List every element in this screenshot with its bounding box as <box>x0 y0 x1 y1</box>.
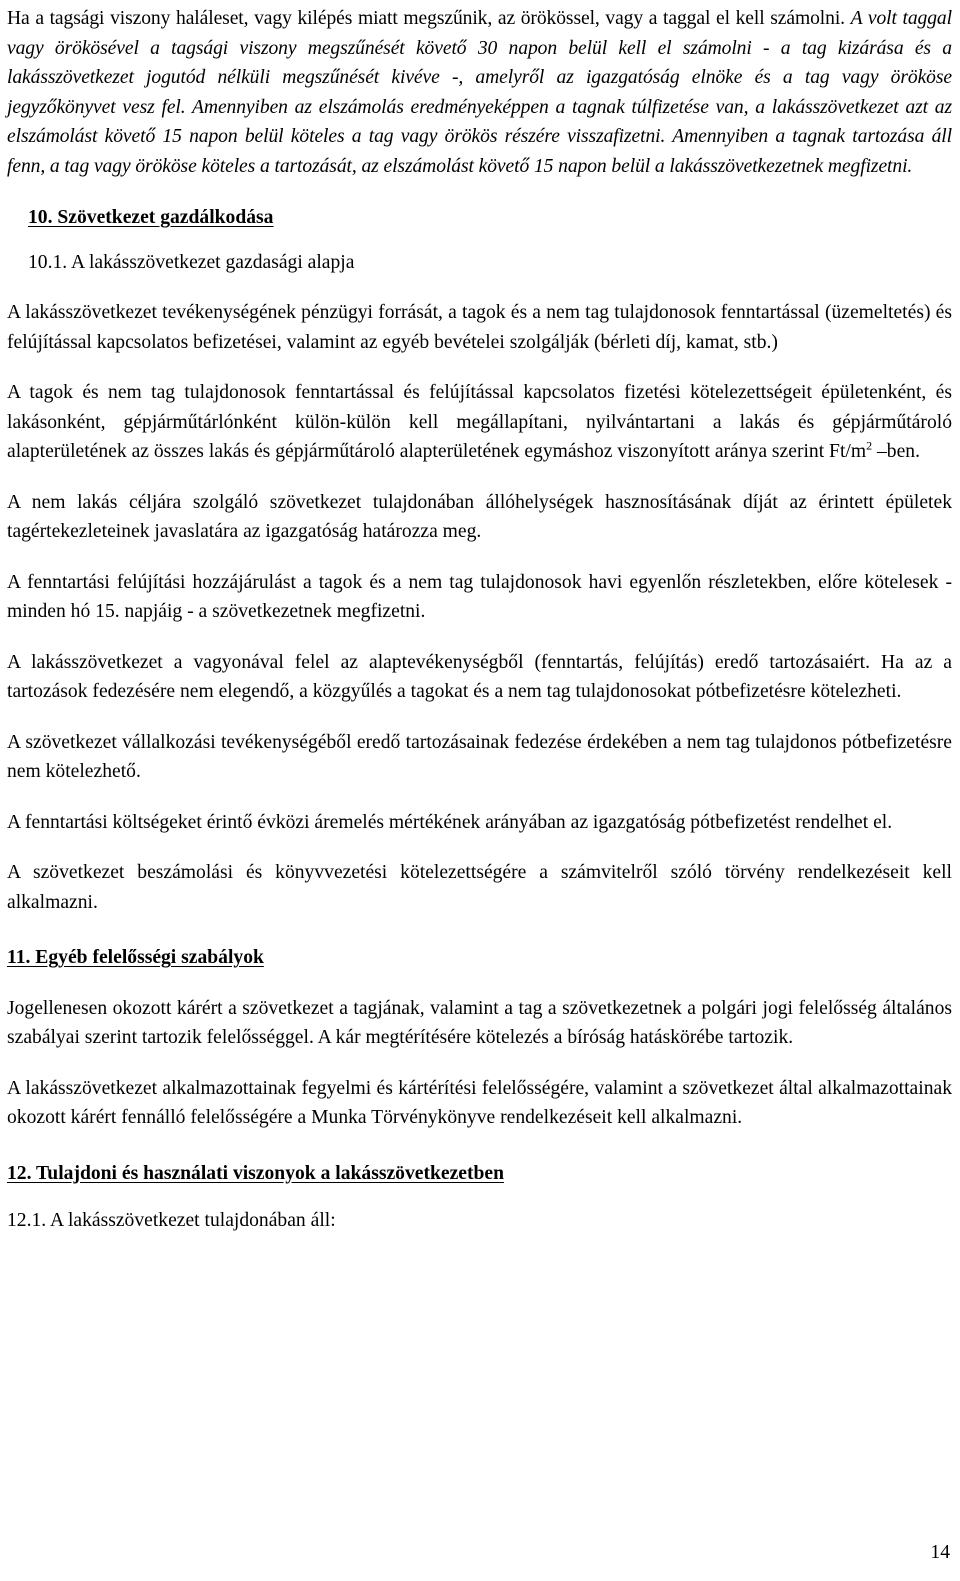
paragraph-11-2: A lakásszövetkezet alkalmazottainak fegyelmi és kártérítési felelősségére, valamint a szövetkezet által alkalmazottainak okozott kárért fennálló felelősségére a Munka Törvénykönyve rendelkezéseit kell alkalmazni. <box>7 1077 952 1128</box>
paragraph-10-7: A fenntartási költségeket érintő évközi áremelés mértékének arányában az igazgatóság pótbefizetést rendelhet el. <box>7 811 893 833</box>
intro-normal-text: Ha a tagsági viszony haláleset, vagy kilépés miatt megszűnik, az örökössel, vagy a taggal el kell számolni. <box>7 8 851 29</box>
superscript-2: 2 <box>866 438 873 453</box>
paragraph-10-2-text: A tagok és nem tag tulajdonosok fenntartással és felújítással kapcsolatos fizetési kötelezettségeit épületenként, és lakásonként, gépjárműtárlónként külön-külön kell megállapítani, nyilvántartani a lakás és gépjárműtároló alapterületének az összes lakás és gépjárműtároló alapterületének egymáshoz viszonyított aránya szerint Ft/m <box>7 382 952 462</box>
section-12-1-subheading: 12.1. A lakásszövetkezet tulajdonában áll: <box>7 1210 336 1231</box>
paragraph-10-2 <box>7 378 952 467</box>
paragraph-10-1: A lakásszövetkezet tevékenységének pénzügyi forrását, a tagok és a nem tag tulajdonosok fenntartással (üzemeltetés) és felújítással kapcsolatos befizetései, valamint az egyéb bevételei szolgálják (bérleti díj, kamat, stb.) <box>7 302 952 353</box>
paragraph-10-8: A szövetkezet beszámolási és könyvvezetési kötelezettségére a számvitelről szóló törvény rendelkezéseit kell alkalmazni. <box>7 862 952 913</box>
paragraph-10-6: A szövetkezet vállalkozási tevékenységéből eredő tartozásainak fedezése érdekében a nem tag tulajdonos pótbefizetésre nem kötelezhető. <box>7 731 952 782</box>
paragraph-10-4: A fenntartási felújítási hozzájárulást a tagok és a nem tag tulajdonosok havi egyenlőn részletekben, előre kötelesek - minden hó 15. napjáig - a szövetkezetnek megfizetni. <box>7 571 952 622</box>
intro-paragraph <box>7 4 952 181</box>
paragraph-10-3: A nem lakás céljára szolgáló szövetkezet tulajdonában állóhelységek hasznosításának díját az érintett épületek tagértekezleteinek javaslatára az igazgatóság határozza meg. <box>7 491 952 542</box>
document-page <box>7 0 952 1236</box>
page-number: 14 <box>930 1542 950 1563</box>
section-12-heading: 12. Tulajdoni és használati viszonyok a lakásszövetkezetben <box>7 1162 504 1184</box>
section-10-1-subheading: 10.1. A lakásszövetkezet gazdasági alapja <box>28 251 355 273</box>
intro-italic-text: A volt taggal vagy örökösével a tagsági viszony megszűnését követő 30 napon belül kell el számolni - a tag kizárása és a lakásszövetkezet jogutód nélküli megszűnését kivéve -, amelyről az igazgatóság elnöke és a tag vagy örököse jegyzőkönyvet vesz fel. Amennyiben az elszámolás eredményeképpen a tagnak túlfizetése van, a lakásszövetkezet azt az elszámolást követő 15 napon belül köteles a tag vagy örökös részére visszafizetni. Amennyiben a tagnak tartozása áll fenn, a tag vagy örököse köteles a tartozását, az elszámolást követő 15 napon belül a lakásszövetkezetnek megfizetni. <box>7 8 952 177</box>
section-11-heading: 11. Egyéb felelősségi szabályok <box>7 947 264 968</box>
paragraph-10-5: A lakásszövetkezet a vagyonával felel az alaptevékenységből (fenntartás, felújítás) eredő tartozásaiért. Ha az a tartozások fedezésére nem elegendő, a közgyűlés a tagokat és a nem tag tulajdonosokat pótbefizetésre kötelezheti. <box>7 651 952 702</box>
section-10-heading: 10. Szövetkezet gazdálkodása <box>28 207 274 228</box>
paragraph-11-1: Jogellenesen okozott kárért a szövetkezet a tagjának, valamint a tag a szövetkezetnek a polgári jogi felelősség általános szabályai szerint tartozik felelősséggel. A kár megtérítésére kötelezés a bíróság hatáskörébe tartozik. <box>7 997 952 1048</box>
paragraph-10-2-suffix: –ben. <box>872 441 920 462</box>
